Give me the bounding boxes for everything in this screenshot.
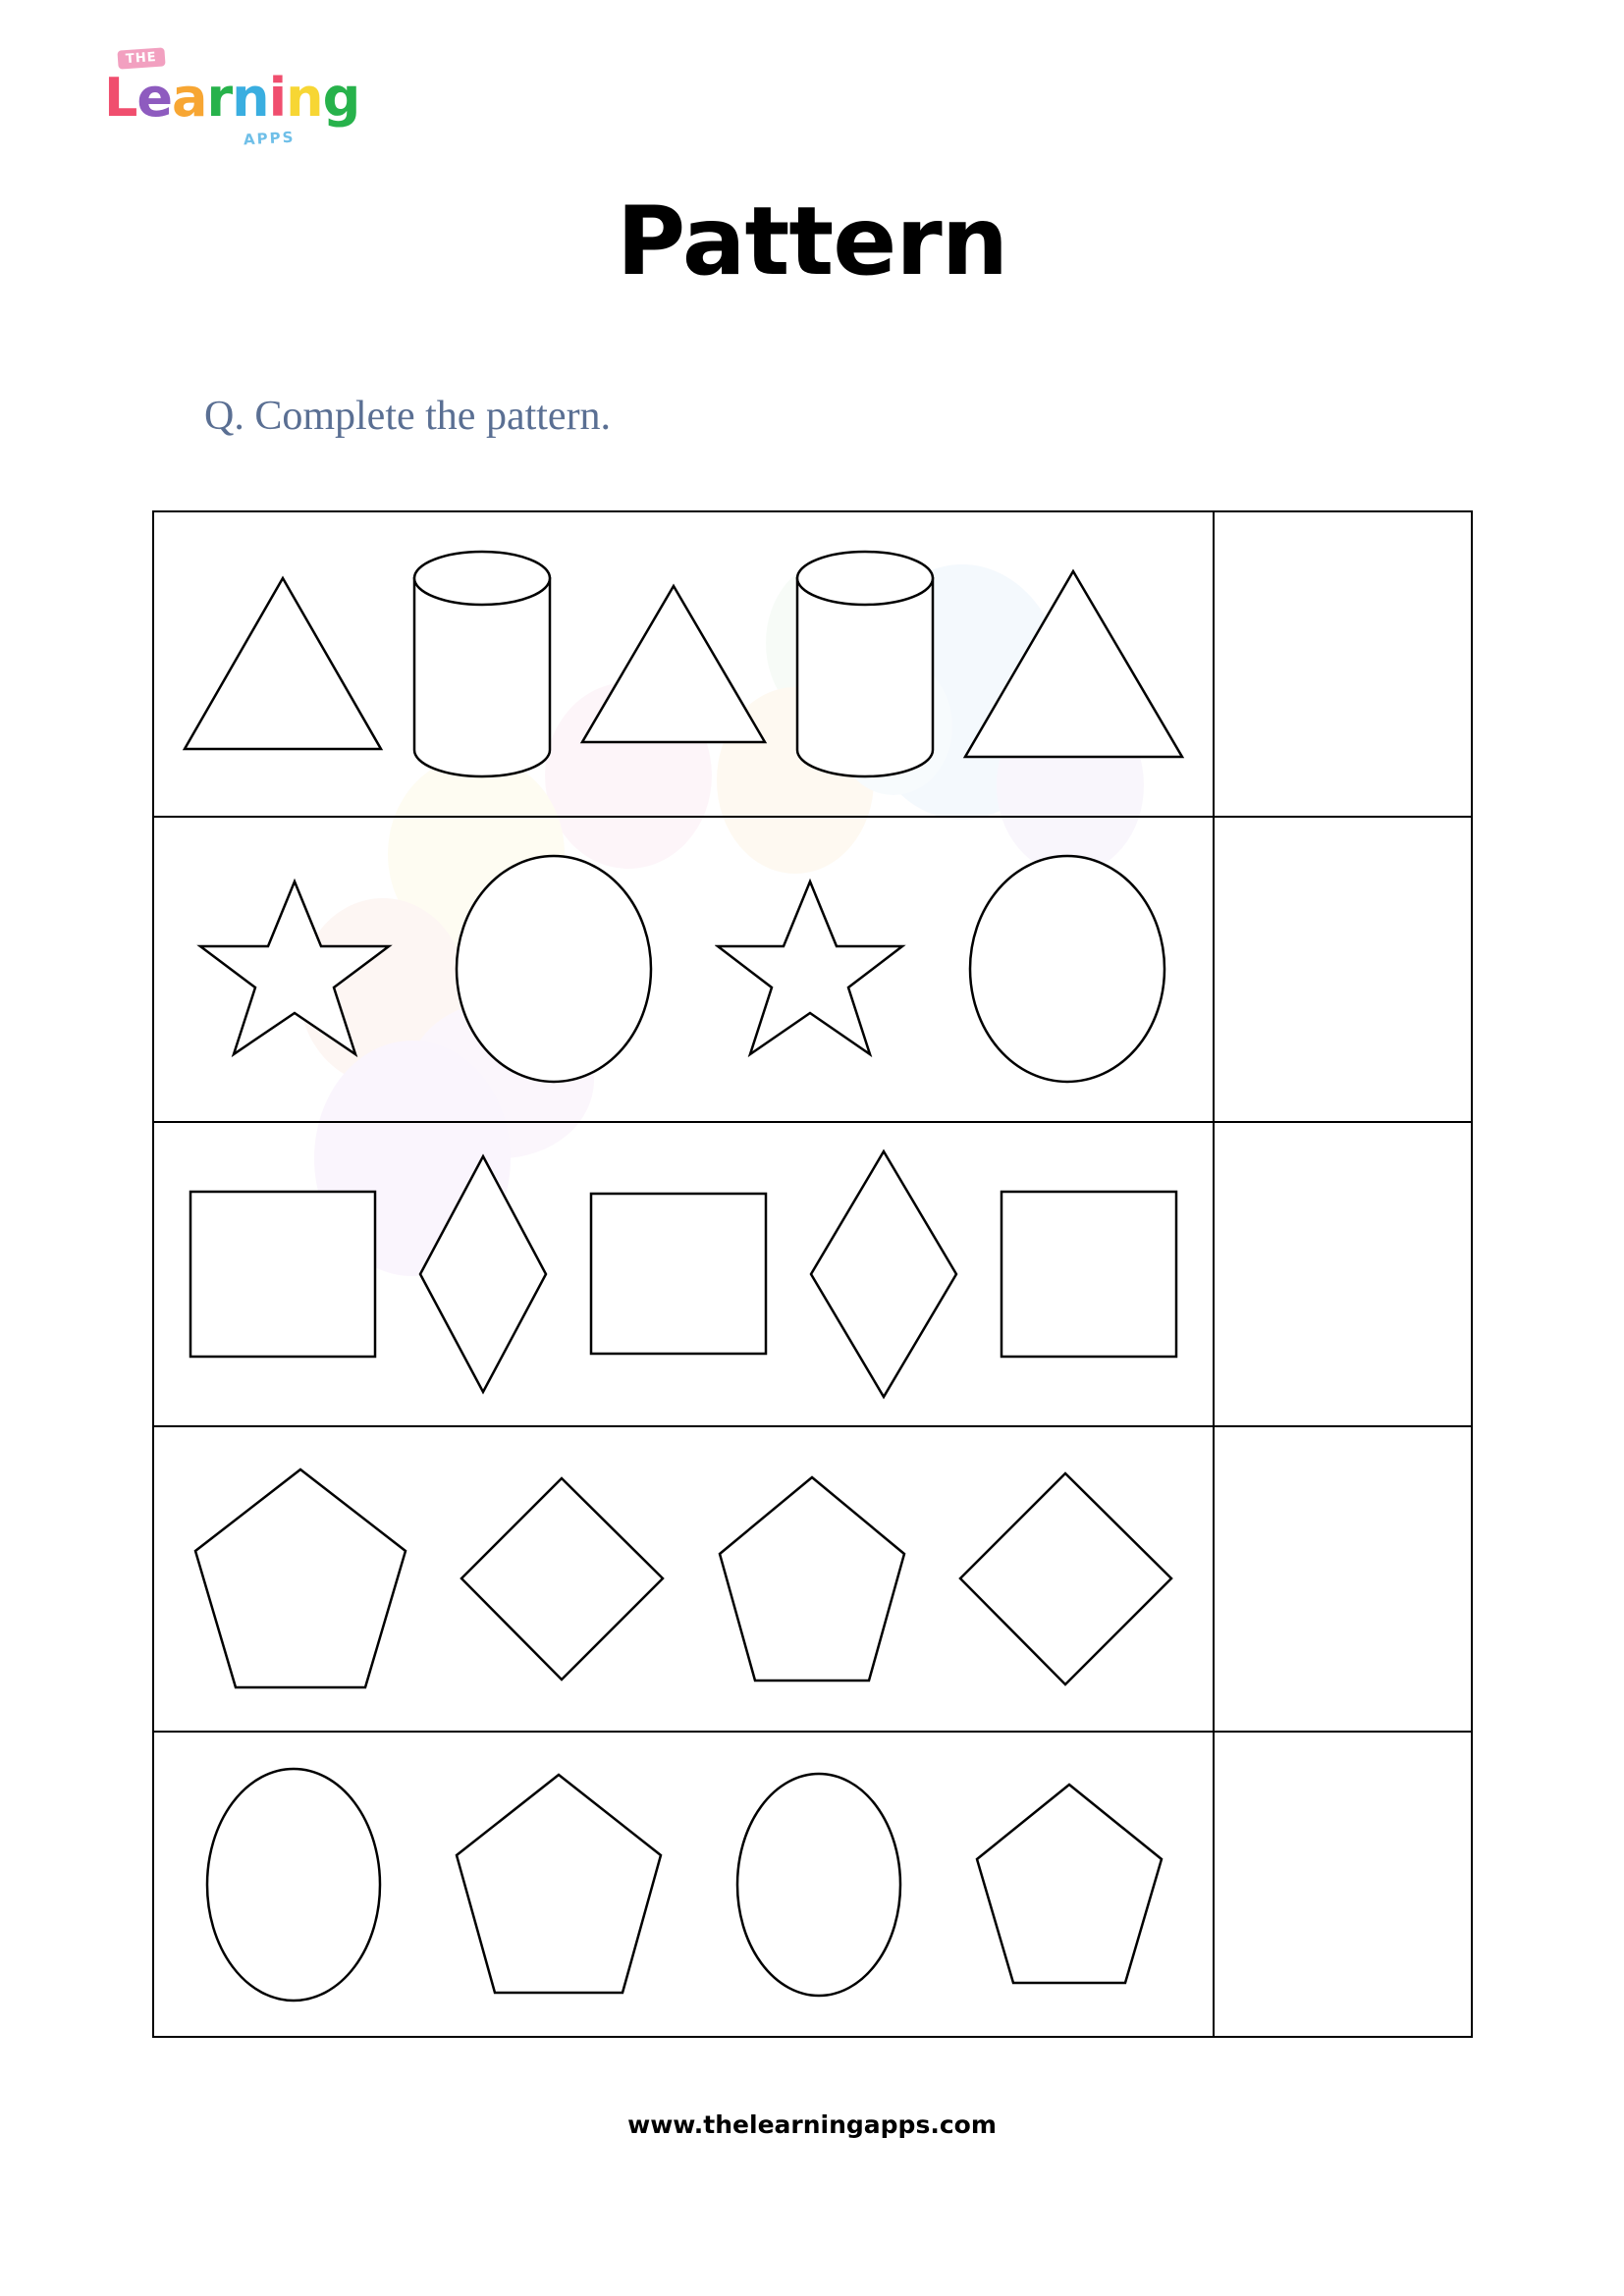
pattern-table xyxy=(152,510,1473,2038)
footer-url: www.thelearningapps.com xyxy=(627,2110,997,2139)
shape-pentagon xyxy=(190,1464,411,1694)
logo-wordmark: Learning xyxy=(104,67,360,129)
answer-box-row-3[interactable] xyxy=(1215,1123,1471,1426)
shape-pentagon xyxy=(971,1779,1167,1990)
shape-star xyxy=(196,876,393,1062)
page-title: Pattern xyxy=(616,187,1008,296)
shape-ellipse xyxy=(964,849,1170,1090)
answer-box-row-4[interactable] xyxy=(1215,1427,1471,1731)
answer-box-row-2[interactable] xyxy=(1215,818,1471,1121)
shape-diamond xyxy=(457,1473,668,1684)
shape-star xyxy=(715,876,906,1062)
pattern-sequence-row-2 xyxy=(154,818,1215,1121)
logo-tag: THE xyxy=(117,47,165,69)
shape-diamond xyxy=(955,1468,1176,1689)
site-logo xyxy=(96,47,381,165)
pattern-sequence-row-3 xyxy=(154,1123,1215,1426)
shape-pentagon xyxy=(451,1769,667,2000)
pattern-sequence-row-5 xyxy=(154,1733,1215,2036)
shape-triangle xyxy=(575,578,772,750)
shape-pentagon xyxy=(714,1471,910,1687)
table-row xyxy=(154,1123,1471,1428)
logo-subtitle: APPS xyxy=(243,128,296,149)
pattern-sequence-row-1 xyxy=(154,512,1215,816)
table-row xyxy=(154,818,1471,1123)
shape-triangle xyxy=(958,563,1189,765)
shape-square xyxy=(996,1186,1182,1362)
shape-cylinder xyxy=(791,549,939,779)
table-row xyxy=(154,512,1471,818)
shape-ellipse xyxy=(731,1767,907,2002)
shape-rhombus xyxy=(414,1151,552,1397)
pattern-sequence-row-4 xyxy=(154,1427,1215,1731)
shape-square xyxy=(185,1186,381,1362)
shape-ellipse xyxy=(451,849,657,1090)
question-prompt: Q. Complete the pattern. xyxy=(204,394,612,439)
table-row xyxy=(154,1427,1471,1733)
answer-box-row-1[interactable] xyxy=(1215,512,1471,816)
answer-box-row-5[interactable] xyxy=(1215,1733,1471,2036)
shape-rhombus xyxy=(805,1147,962,1402)
shape-triangle xyxy=(178,570,389,757)
shape-cylinder xyxy=(408,549,556,779)
table-row xyxy=(154,1733,1471,2036)
shape-square xyxy=(585,1188,772,1360)
shape-ellipse xyxy=(200,1762,387,2007)
